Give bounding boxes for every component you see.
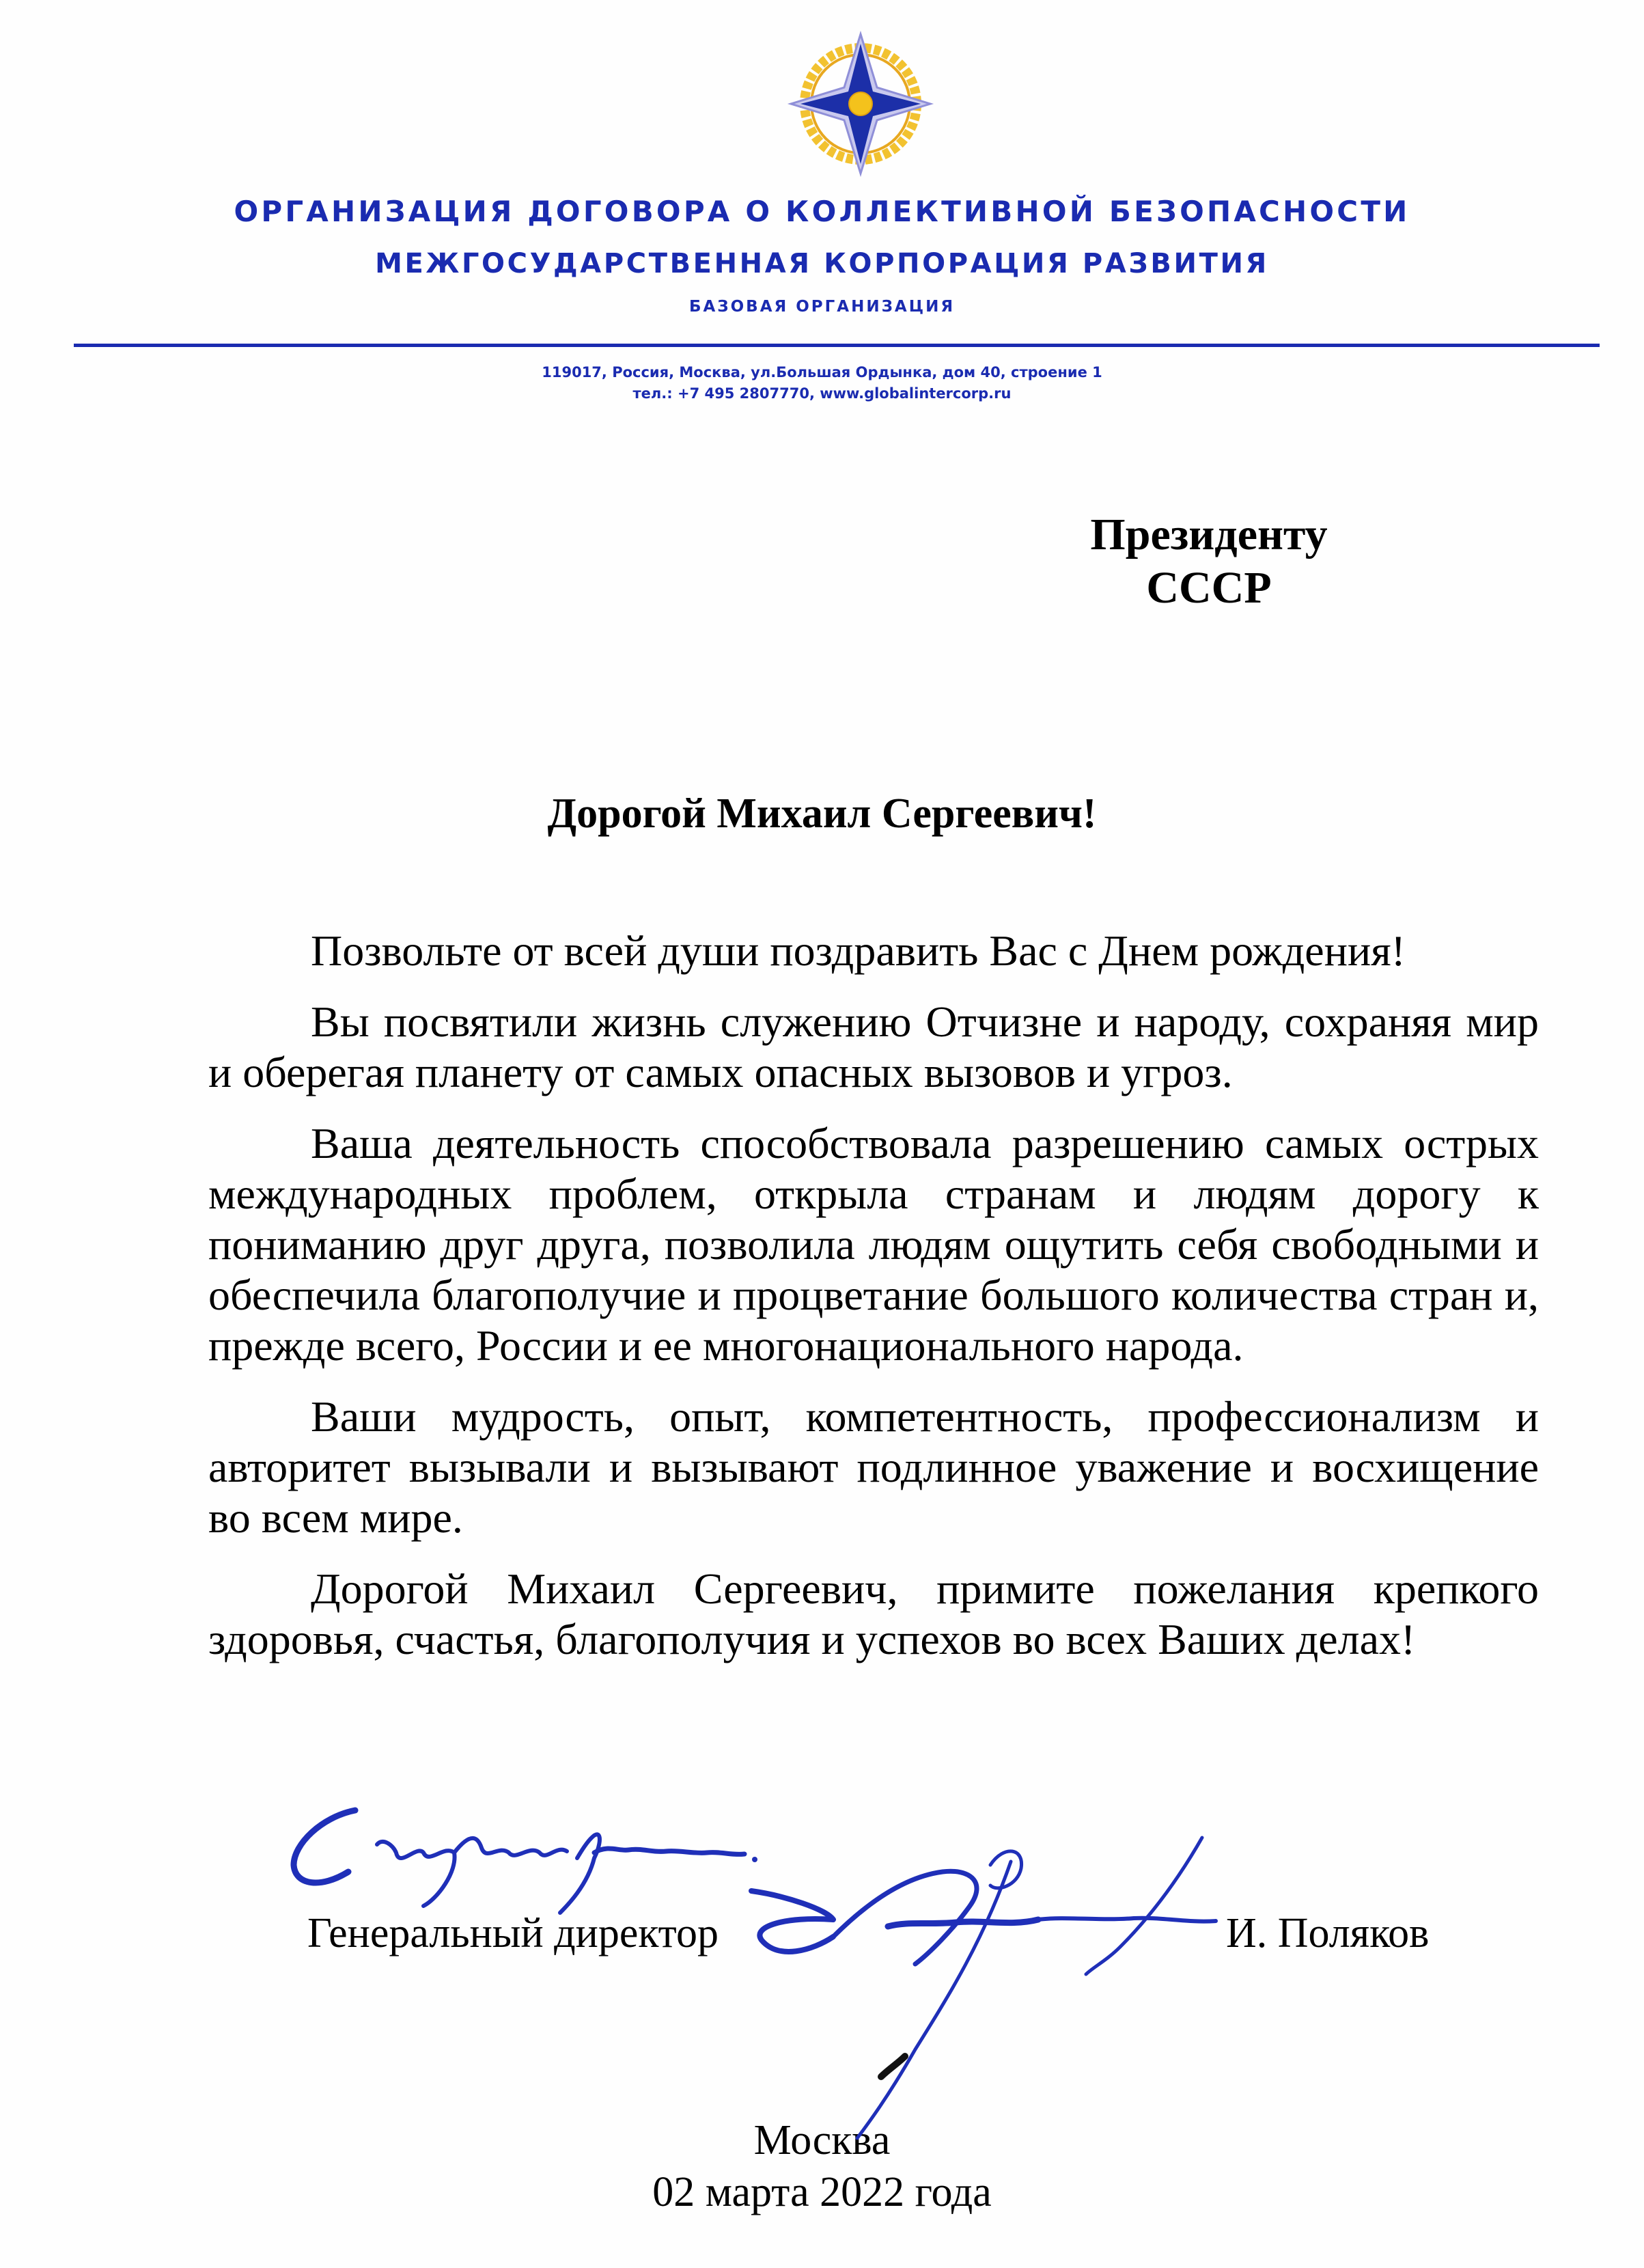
place: Москва — [753, 2117, 891, 2163]
org-name-line: ОРГАНИЗАЦИЯ ДОГОВОРА О КОЛЛЕКТИВНОЙ БЕЗОПАСНОСТИ — [234, 195, 1410, 228]
signature-icon — [751, 1838, 1216, 2138]
salutation: Дорогой Михаил Сергеевич! — [547, 790, 1097, 837]
address-line: 119017, Россия, Москва, ул.Большая Ордынка, дом 40, строение 1 — [542, 364, 1102, 381]
paragraph: Ваши мудрость, опыт, компетентность, профессионализм и авторитет вызывали и вызывают подлинное уважение и восхищение во всем мире. — [208, 1392, 1539, 1542]
addressee-org: СССР — [1146, 563, 1272, 613]
corp-name-line: МЕЖГОСУДАРСТВЕННАЯ КОРПОРАЦИЯ РАЗВИТИЯ — [375, 248, 1269, 279]
paragraph: Ваша деятельность способствовала разрешению самых острых международных проблем, открыла странам и людям дорогу к пониманию друг друга, позволила людям ощутить себя свободными и обеспечила благополучие и процветание большого количества стран и, прежде всего, России и ее многонационального народа. — [208, 1119, 1539, 1370]
paragraph: Позвольте от всей души поздравить Вас с Днем рождения! — [311, 926, 1406, 975]
paragraph: Дорогой Михаил Сергеевич, примите пожелания крепкого здоровья, счастья, благополучия и успехов во всех Ваших делах! — [208, 1564, 1539, 1663]
addressee-title: Президенту — [1090, 510, 1328, 559]
letter-date: 02 марта 2022 года — [652, 2169, 992, 2215]
base-org-line: БАЗОВАЯ ОРГАНИЗАЦИЯ — [688, 298, 956, 316]
handwritten-note-icon — [294, 1810, 757, 1913]
signer-title: Генеральный директор — [307, 1910, 719, 1956]
signer-name: И. Поляков — [1226, 1910, 1430, 1956]
paragraph: Вы посвятили жизнь служению Отчизне и народу, сохраняя мир и оберегая планету от самых опасных вызовов и угроз. — [208, 997, 1539, 1096]
contacts-line: тел.: +7 495 2807770, www.globalintercorp.ru — [632, 385, 1012, 402]
